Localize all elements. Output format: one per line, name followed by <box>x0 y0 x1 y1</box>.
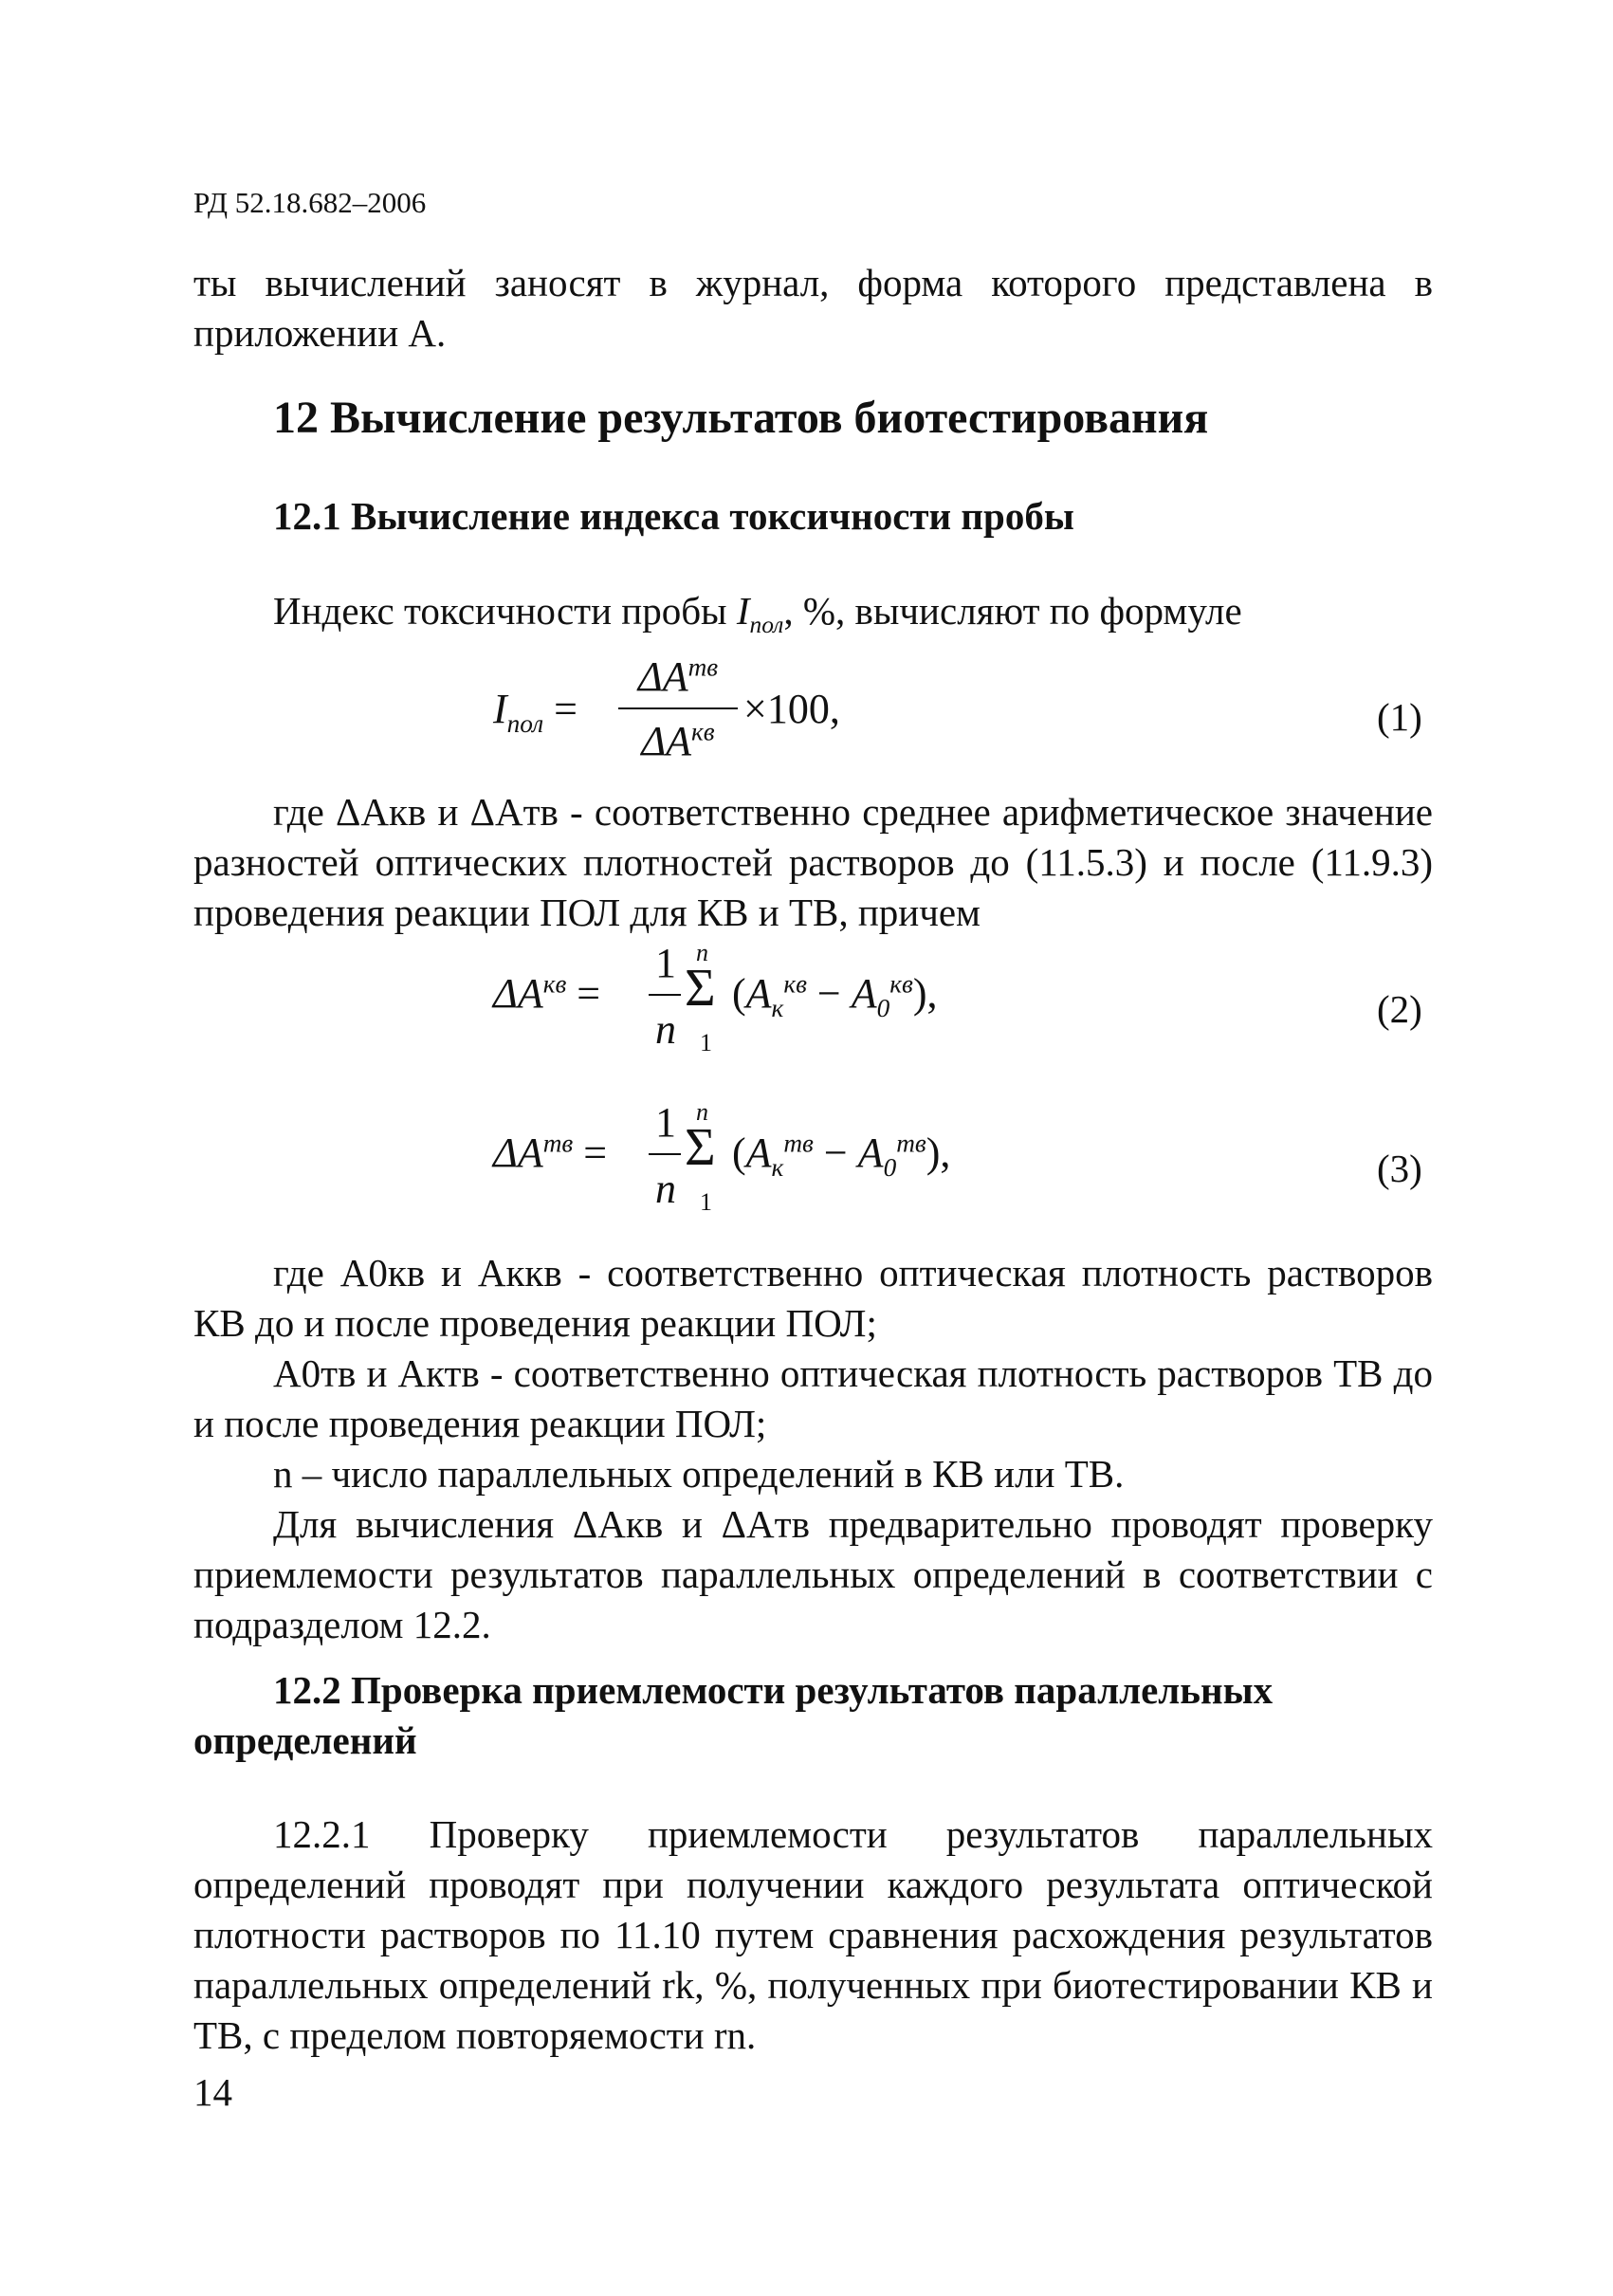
paragraph-12-2-1: 12.2.1 Проверку приемлемости результатов параллельных определений проводят при получении каждого результата оптической плотности растворов по 11.10 путем сравнения расхождения результатов параллельных определений rk, %, полученных при биотестировании КВ и ТВ, с пределом повторяемости rn. <box>193 1812 1433 2057</box>
paragraph-where-kv: где A0кв и Aккв - соответственно оптическая плотность растворов КВ до и после проведения реакции ПОЛ; <box>193 1251 1433 1345</box>
formula-3-fraction-n: n <box>655 1166 676 1212</box>
formula-1-multiplier: ×100, <box>743 686 840 732</box>
intro-text-a: Индекс токсичности пробы <box>273 589 737 633</box>
equation-number-1: (1) <box>1377 695 1422 739</box>
formula-1-numerator: $\Delta A^{тв}$ <box>637 652 719 700</box>
section-heading-12: 12 Вычисление результатов биотестирования <box>273 393 1209 443</box>
page-number: 14 <box>193 2070 232 2114</box>
formula-2-fraction-1: 1 <box>655 940 676 986</box>
formula-3-body: $(A_к^{тв} - A_0^{тв})$, <box>732 1129 951 1182</box>
formula-2-lhs: $\Delta A^{кв}$ = <box>493 969 601 1017</box>
formula-3-fraction-line <box>649 1153 681 1155</box>
symbol-i-pol: $I_{пол}$ <box>736 589 784 639</box>
paragraph-n-definition: n – число параллельных определений в КВ или ТВ. <box>273 1452 1125 1496</box>
document-code: РД 52.18.682–2006 <box>193 186 427 219</box>
formula-1-lhs: $I_{пол}$ = <box>493 686 577 738</box>
formula-2-fraction-line <box>649 994 681 996</box>
formula-2-sum-lower: 1 <box>700 1029 712 1056</box>
formula-2-body: $(A_к^{кв} - A_0^{кв})$, <box>732 969 938 1022</box>
formula-1-fraction-line <box>618 707 738 709</box>
paragraph-where-delta: где ΔAкв и ΔAтв - соответственно среднее арифметическое значение разностей оптических плотностей растворов до (11.5.3) и после (11.9.3) проведения реакции ПОЛ для КВ и ТВ, причем <box>193 790 1433 934</box>
paragraph-check-note: Для вычисления ΔAкв и ΔAтв предварительно проводят проверку приемлемости результатов параллельных определений в соответствии с подразделом 12.2. <box>193 1502 1433 1646</box>
subsection-heading-12-2: 12.2 Проверка приемлемости результатов параллельных определений <box>193 1668 1274 1762</box>
formula-3-sum-upper: n <box>696 1098 708 1126</box>
formula-2-sum: Σ <box>685 959 716 1018</box>
formula-3-fraction-1: 1 <box>655 1099 676 1146</box>
formula-2-sum-upper: n <box>696 939 708 966</box>
paragraph-continuation: ты вычислений заносят в журнал, форма которого представлена в приложении А. <box>193 261 1433 355</box>
formula-3-sum: Σ <box>685 1118 716 1177</box>
formula-3-lhs: $\Delta A^{тв}$ = <box>493 1129 608 1176</box>
equation-number-2: (2) <box>1377 987 1422 1031</box>
equation-number-3: (3) <box>1377 1147 1422 1190</box>
intro-text-b: , %, вычисляют по формуле <box>783 589 1242 633</box>
paragraph-where-tv: A0тв и Aктв - соответственно оптическая плотность растворов ТВ до и после проведения реакции ПОЛ; <box>193 1351 1433 1445</box>
formula-2-fraction-n: n <box>655 1006 676 1053</box>
subsection-heading-12-1: 12.1 Вычисление индекса токсичности пробы <box>273 494 1074 538</box>
formula-3-sum-lower: 1 <box>700 1188 712 1216</box>
formula-1-denominator: $\Delta A^{кв}$ <box>641 717 715 764</box>
paragraph-index-intro <box>193 586 1433 651</box>
